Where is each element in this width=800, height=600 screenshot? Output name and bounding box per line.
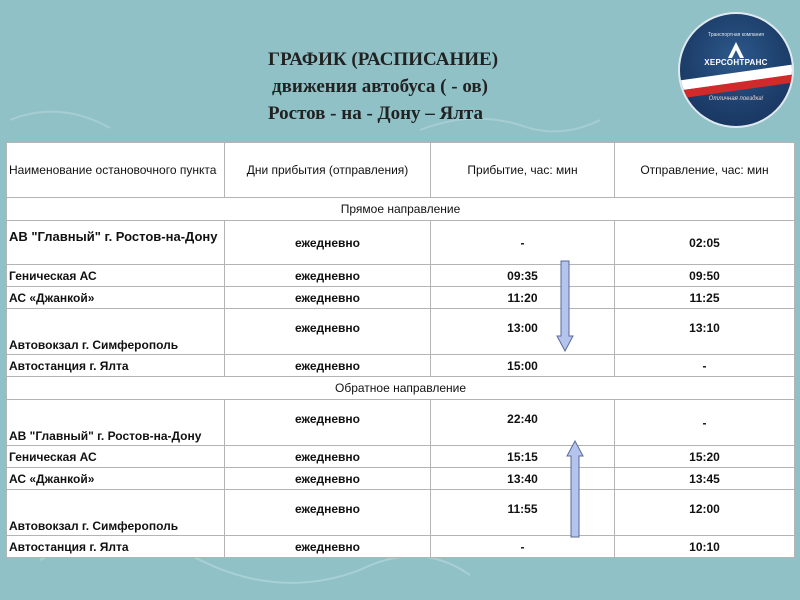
cell-days: ежедневно bbox=[225, 265, 431, 287]
cell-departure: - bbox=[615, 400, 795, 446]
section-forward-label: Прямое направление bbox=[7, 198, 795, 221]
header-days: Дни прибытия (отправления) bbox=[225, 143, 431, 198]
cell-stop: Автовокзал г. Симферополь bbox=[7, 490, 225, 536]
cell-departure: - bbox=[615, 355, 795, 377]
cell-arrival: 09:35 bbox=[431, 265, 615, 287]
cell-departure: 15:20 bbox=[615, 446, 795, 468]
table-row bbox=[7, 490, 795, 536]
cell-arrival: 15:00 bbox=[431, 355, 615, 377]
cell-departure: 12:00 bbox=[615, 490, 795, 536]
logo-slogan: Отличная поездка! bbox=[708, 96, 764, 102]
cell-arrival: 13:00 bbox=[431, 309, 615, 355]
table-row bbox=[7, 400, 795, 446]
cell-arrival: 15:15 bbox=[431, 446, 615, 468]
table-row bbox=[7, 221, 795, 265]
table-row bbox=[7, 468, 795, 490]
cell-days: ежедневно bbox=[225, 468, 431, 490]
cell-stop: АС «Джанкой» bbox=[7, 468, 225, 490]
cell-days: ежедневно bbox=[225, 400, 431, 446]
cell-stop: АС «Джанкой» bbox=[7, 287, 225, 309]
cell-arrival: 13:40 bbox=[431, 468, 615, 490]
section-row-reverse bbox=[7, 377, 795, 400]
cell-days: ежедневно bbox=[225, 221, 431, 265]
cell-days: ежедневно bbox=[225, 446, 431, 468]
cell-departure: 10:10 bbox=[615, 536, 795, 558]
title-line-3: Ростов - на - Дону – Ялта bbox=[268, 103, 484, 124]
table-row bbox=[7, 446, 795, 468]
logo-name: ХЕРСОНТРАНС bbox=[704, 58, 768, 67]
cell-arrival: 11:55 bbox=[431, 490, 615, 536]
header-stop: Наименование остановочного пункта bbox=[7, 143, 225, 198]
cell-departure: 09:50 bbox=[615, 265, 795, 287]
table-row bbox=[7, 536, 795, 558]
page-title bbox=[150, 46, 650, 127]
cell-days: ежедневно bbox=[225, 490, 431, 536]
cell-arrival: - bbox=[431, 221, 615, 265]
cell-days: ежедневно bbox=[225, 309, 431, 355]
cell-arrival: - bbox=[431, 536, 615, 558]
cell-departure: 13:45 bbox=[615, 468, 795, 490]
cell-stop: Автостанция г. Ялта bbox=[7, 355, 225, 377]
table-row bbox=[7, 355, 795, 377]
title-line-2: движения автобуса ( - ов) bbox=[272, 76, 488, 97]
table-row bbox=[7, 287, 795, 309]
title-line-1: ГРАФИК (РАСПИСАНИЕ) bbox=[268, 49, 499, 70]
table-row bbox=[7, 309, 795, 355]
cell-stop: Автовокзал г. Симферополь bbox=[7, 309, 225, 355]
cell-stop: Геническая АС bbox=[7, 446, 225, 468]
cell-arrival: 22:40 bbox=[431, 400, 615, 446]
logo-emblem-icon bbox=[724, 40, 748, 60]
logo-subtitle: Транспортная компания bbox=[708, 32, 764, 38]
arrow-down-icon bbox=[556, 260, 574, 352]
cell-stop: Автостанция г. Ялта bbox=[7, 536, 225, 558]
schedule-table bbox=[6, 142, 795, 558]
cell-departure: 11:25 bbox=[615, 287, 795, 309]
cell-days: ежедневно bbox=[225, 355, 431, 377]
header-departure: Отправление, час: мин bbox=[615, 143, 795, 198]
header-arrival: Прибытие, час: мин bbox=[431, 143, 615, 198]
cell-days: ежедневно bbox=[225, 287, 431, 309]
section-reverse-label: Обратное направление bbox=[7, 377, 795, 400]
company-logo bbox=[680, 14, 792, 126]
cell-departure: 02:05 bbox=[615, 221, 795, 265]
section-row-forward bbox=[7, 198, 795, 221]
cell-stop: АВ "Главный" г. Ростов-на-Дону bbox=[7, 221, 225, 265]
table-header-row bbox=[7, 143, 795, 198]
cell-days: ежедневно bbox=[225, 536, 431, 558]
table-row bbox=[7, 265, 795, 287]
cell-stop: АВ "Главный" г. Ростов-на-Дону bbox=[7, 400, 225, 446]
cell-stop: Геническая АС bbox=[7, 265, 225, 287]
cell-arrival: 11:20 bbox=[431, 287, 615, 309]
cell-departure: 13:10 bbox=[615, 309, 795, 355]
arrow-up-icon bbox=[566, 440, 584, 538]
